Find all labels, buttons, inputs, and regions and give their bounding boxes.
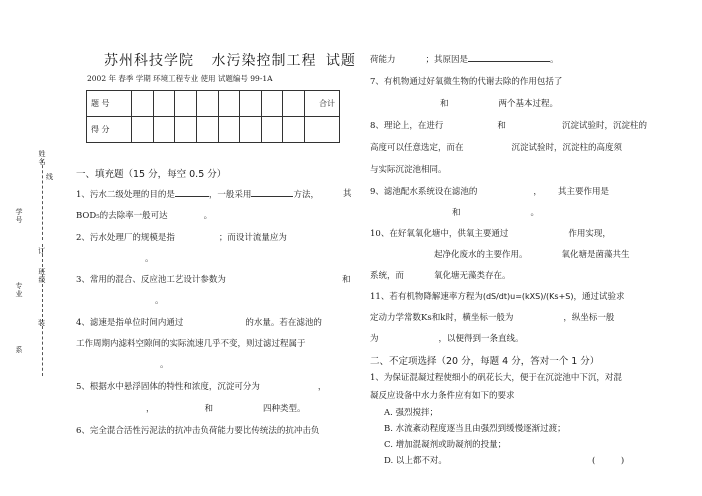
q4-line2: 工作周期内滤料空隙间的实际流速几乎不变，则过滤过程属于 [76, 339, 306, 349]
name-label: 姓 名 [38, 150, 46, 166]
score-label: 得 分 [87, 117, 132, 143]
table-row [87, 91, 340, 117]
answer-paren: ( ) [592, 456, 625, 466]
q2-line2: 。 [145, 254, 154, 264]
q8-line1: 8、理论上，在进行 和 沉淀试验时，沉淀柱的 [370, 121, 647, 131]
s2q1-line2: 凝反应设备中水力条件应有如下的要求 [370, 391, 515, 401]
q4-line3: 。 [160, 360, 169, 370]
option-d: D. 以上都不对。 [384, 456, 447, 466]
class-label: 班 级 [38, 268, 46, 284]
option-c: C. 增加混凝剂或助凝剂的投量； [384, 440, 507, 450]
question-number-label: 题 号 [87, 91, 132, 117]
binding-mark-ding: 订 [38, 247, 45, 255]
q6-continued: 荷能力 ；其原因是 。 [370, 52, 559, 65]
q11-line1: 11、若有机物降解速率方程为(dS/dt)u=(kXS)/(Ks+S)，通过试验求 [370, 292, 625, 302]
q9-line2: 和 。 [452, 208, 540, 218]
q1-end: 其 [343, 189, 352, 199]
q3-line1: 3、常用的混合、反应池工艺设计参数为 [76, 275, 226, 285]
q7-line1: 7、有机物通过好氧微生物的代谢去除的作用包括了 [370, 77, 563, 87]
table-row [87, 117, 340, 143]
q1-blank1 [175, 187, 209, 197]
q11-formula: (dS/dt)u=(kXS)/(Ks+S) [482, 292, 574, 301]
q8-line3: 与实际沉淀池相同。 [370, 165, 447, 175]
q9-line1: 9、滤池配水系统设在滤池的 ， 其主要作用是 [370, 187, 609, 197]
q3-line2: 。 [155, 296, 164, 306]
id-label: 学 号 [15, 208, 23, 224]
q4-line1: 4、滤速是指单位时间内通过 的水量。若在滤池的 [76, 318, 322, 328]
school-name: 苏州科技学院 [104, 53, 194, 69]
option-a: A. 强烈搅拌； [384, 408, 439, 418]
paper-type: 试题 [325, 53, 356, 69]
q10-line1: 10、在好氧氧化塘中，供氧主要通过 作用实现， [370, 229, 611, 239]
q1-blank2 [251, 187, 293, 197]
q11-line3: 为 ，以便得到一条直线。 [370, 334, 524, 344]
q2-line1: 2、污水处理厂的规模是指 ；而设计流量应为 [76, 233, 287, 243]
option-b: B. 水流紊动程度逐当且由强烈到缓慢逐渐过渡； [384, 424, 566, 434]
q10-line3: 系统，而 氧化塘无藻类存在。 [370, 271, 511, 281]
q3-and: 和 [342, 275, 351, 285]
total-label: 合计 [305, 91, 340, 117]
q10-line2: 起净化废水的主要作用。 氧化塘是菌藻共生 [434, 250, 630, 260]
q5-line2: ， 和 四种类型。 [146, 404, 306, 414]
q1-line2: BOD₅的去除率一般可达 。 [76, 211, 213, 221]
course-name: 水污染控制工程 [211, 53, 317, 69]
q6-blank [468, 52, 550, 62]
q11-line2: 定动力学常数Ks和k时，横坐标一般为 ，纵坐标一般 [370, 313, 615, 323]
dept-label: 系 [15, 346, 23, 354]
s2q1-line1: 1、为保证混凝过程使细小的矾花长大，便于在沉淀池中下沉，对混 [370, 373, 622, 383]
q8-line2: 高度可以任意选定，而在 沉淀试验时，沉淀柱的高度须 [370, 143, 623, 153]
section1-heading: 一、填充题（15 分，每空 0.5 分） [76, 169, 227, 180]
binding-mark-xian: 线 [46, 173, 53, 181]
exam-subtitle: 2002 年 春季 学期 环境工程专业 使用 试题编号 99-1A [87, 74, 273, 83]
major-label: 专 业 [15, 282, 23, 298]
binding-line-top [42, 160, 43, 240]
exam-title [104, 50, 356, 70]
q5-line1: 5、根据水中悬浮固体的特性和浓度，沉淀可分为 ， [76, 382, 327, 392]
section2-heading: 二、不定项选择（20 分，每题 4 分，答对一个 1 分） [370, 356, 600, 367]
q7-line2: 和 两个基本过程。 [440, 99, 559, 109]
binding-mark-zhuang: 装 [38, 319, 45, 327]
q1-line1: 1、污水二级处理的目的是 ，一般采用 方法， [76, 187, 319, 200]
q6-line1: 6、完全混合活性污泥法的抗冲击负荷能力要比传统法的抗冲击负 [76, 426, 320, 436]
score-table [86, 90, 340, 143]
binding-line-bot [42, 326, 43, 376]
